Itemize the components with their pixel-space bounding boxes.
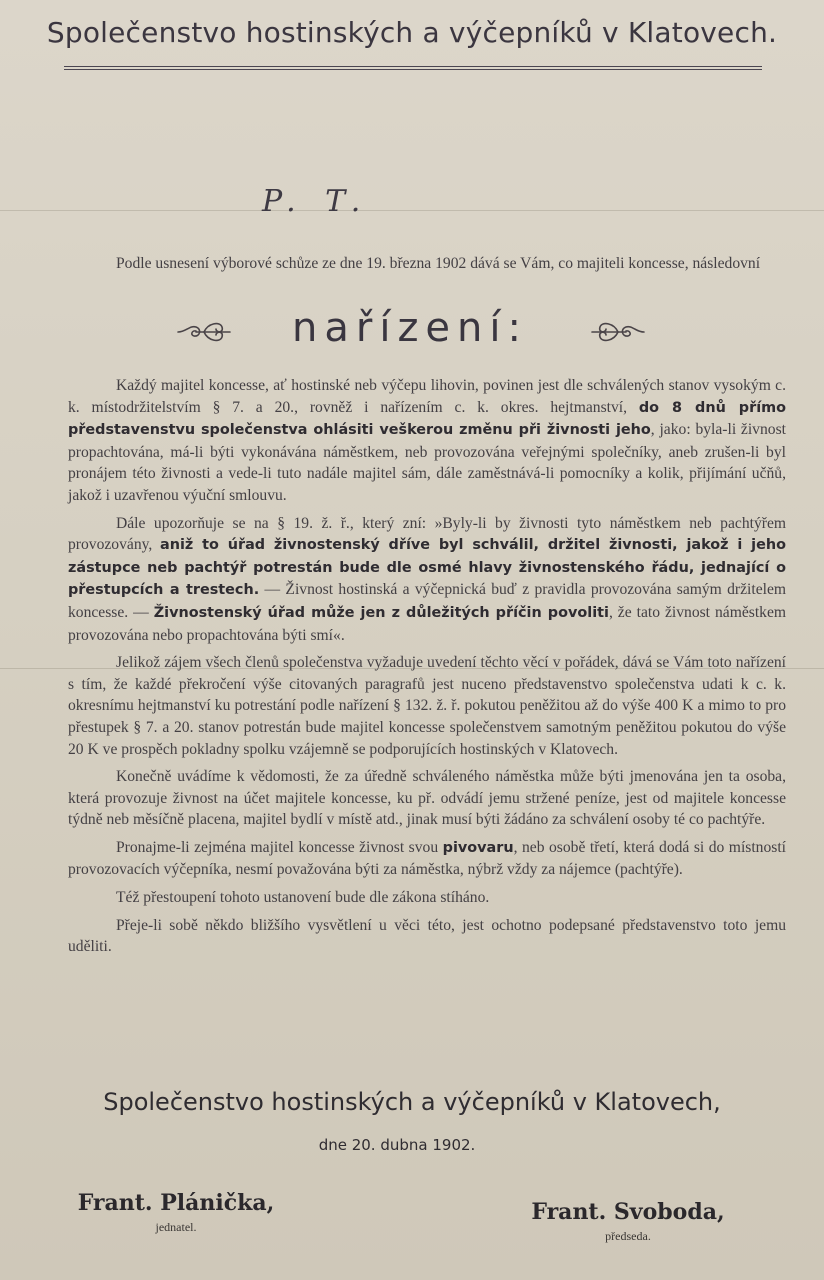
emphasized-text: pivovaru: [442, 839, 514, 856]
flourish-ornament-icon: [176, 315, 232, 349]
paragraph-lease: [68, 837, 786, 881]
header-rule: [64, 66, 762, 67]
header-rule: [64, 69, 762, 70]
paragraph-reporting-duty: [68, 375, 786, 507]
header-title: Společenstvo hostinských a výčepníků v Klatovech.: [46, 16, 778, 49]
salutation: P. T.: [262, 184, 371, 219]
intro-text: Podle usnesení výborové schůze ze dne 19. března 1902 dává se Vám, co majiteli koncesse, následovní: [116, 255, 761, 272]
paragraph-text: , neb osobě třetí, která dodá si do místností provozovacích výčepníka, nesmí považována býti za náměstka, nýbrž vždy za nájemce (pachtýře).: [68, 838, 786, 879]
signature-name: Frant. Plánička,: [77, 1190, 275, 1216]
decree-heading: [0, 305, 824, 361]
signature-name: Frant. Svoboda,: [531, 1199, 725, 1225]
paragraph-section-19: [68, 513, 786, 647]
paragraph-text: Každý majitel koncesse, ať hostinské neb výčepu lihovin, povinen jest dle schválených stanov vysokým c. k. místodržitelstvím § 7. a 20., rovněž i nařízením c. k. okres. hejtmanství,: [68, 377, 786, 416]
paragraph-text: , že tato živnost náměstkem provozována nebo propachtována býti smí«.: [68, 603, 786, 644]
paper-fold-line: [0, 210, 824, 211]
paragraph-penalties: Jelikož zájem všech členů společenstva vyžaduje uvedení těchto věcí v pořádek, dává se Vám toto nařízení s tím, že každé překročení výše citovaných paragrafů jest nuceno představenstvo společenstva udati k c. k. okresnímu hejtmanství ku potrestání podle nařízení § 132. ž. ř. pokutou peněžitou až do výše 400 K a mimo to pro přestupek § 7. a 20. stanov potrestán bude majitel koncesse společenstvem samotným peněžitou pokutou do výše 20 K ve prospěch pokladny spolku vzájemně se podporujících hostinských v Klatovech.: [68, 654, 786, 758]
emphasized-text: aniž to úřad živnostenský dříve byl schválil, držitel živnosti, jakož i jeho zástupce neb pachtýř potrestán bude dle osmé hlavy živnostenského řádu, jednající o přestupcích a trestech.: [68, 537, 786, 599]
footer-date: dne 20. dubna 1902.: [318, 1136, 476, 1154]
footer-organization: Společenstvo hostinských a výčepníků v Klatovech,: [103, 1088, 721, 1116]
decree-body: [68, 375, 786, 958]
paragraph-text: Dále upozorňuje se na § 19. ž. ř., který zní: »Byly-li by živnosti tyto náměstkem neb pachtýřem provozovány,: [68, 514, 786, 554]
intro-paragraph: [68, 253, 786, 275]
flourish-ornament-icon: [590, 315, 646, 349]
paragraph-enforcement: Též přestoupení tohoto ustanovení bude dle zákona stíháno.: [116, 889, 490, 907]
paragraph-text: Pronajme-li zejména majitel koncesse živnost svou: [116, 838, 443, 856]
signature-role: předseda.: [605, 1229, 651, 1243]
paragraph-deputy: Konečně uvádíme k vědomosti, že za úředně schváleného náměstka může býti jmenována jen ta osoba, která provozuje živnost na účet majitele koncesse, ku př. odvádí jemu stržené peníze, jest od majitele koncesse týdně neb měsíčně placena, majitel bydlí v místě atd., jinak musí býti žádáno za schválení osoby té co pachtýře.: [68, 768, 786, 829]
signature-role: jednatel.: [155, 1220, 197, 1234]
signature-secretary: [60, 1190, 292, 1235]
emphasized-text: do 8 dnů přímo představenstvu společenstva ohlásiti veškerou změnu při živnosti jeho: [68, 399, 787, 439]
paragraph-contact: Přeje-li sobě někdo bližšího vysvětlení u věci této, jest ochotno podepsané představenstvo toto jemu uděliti.: [68, 916, 786, 956]
decree-title: nařízení:: [292, 305, 528, 351]
signature-chairman: [512, 1199, 744, 1244]
paragraph-text: , jako: byla-li živnost propachtována, má-li býti vykonávána náměstkem, neb provozována veřejnými společníky, aneb zrušen-li byl pronájem této živnosti a vede-li tuto nadále majitel sám, dále zaměstnává-li pomocníky a kolik, přijímání učňů, jakož i uzavřenou výuční smlouvu.: [68, 421, 786, 504]
emphasized-text: Živnostenský úřad může jen z důležitých příčin povoliti: [153, 604, 609, 621]
paragraph-text: — Živnost hostinská a výčepnická buď z pravidla provozována samým držitelem koncesse. —: [68, 581, 786, 621]
